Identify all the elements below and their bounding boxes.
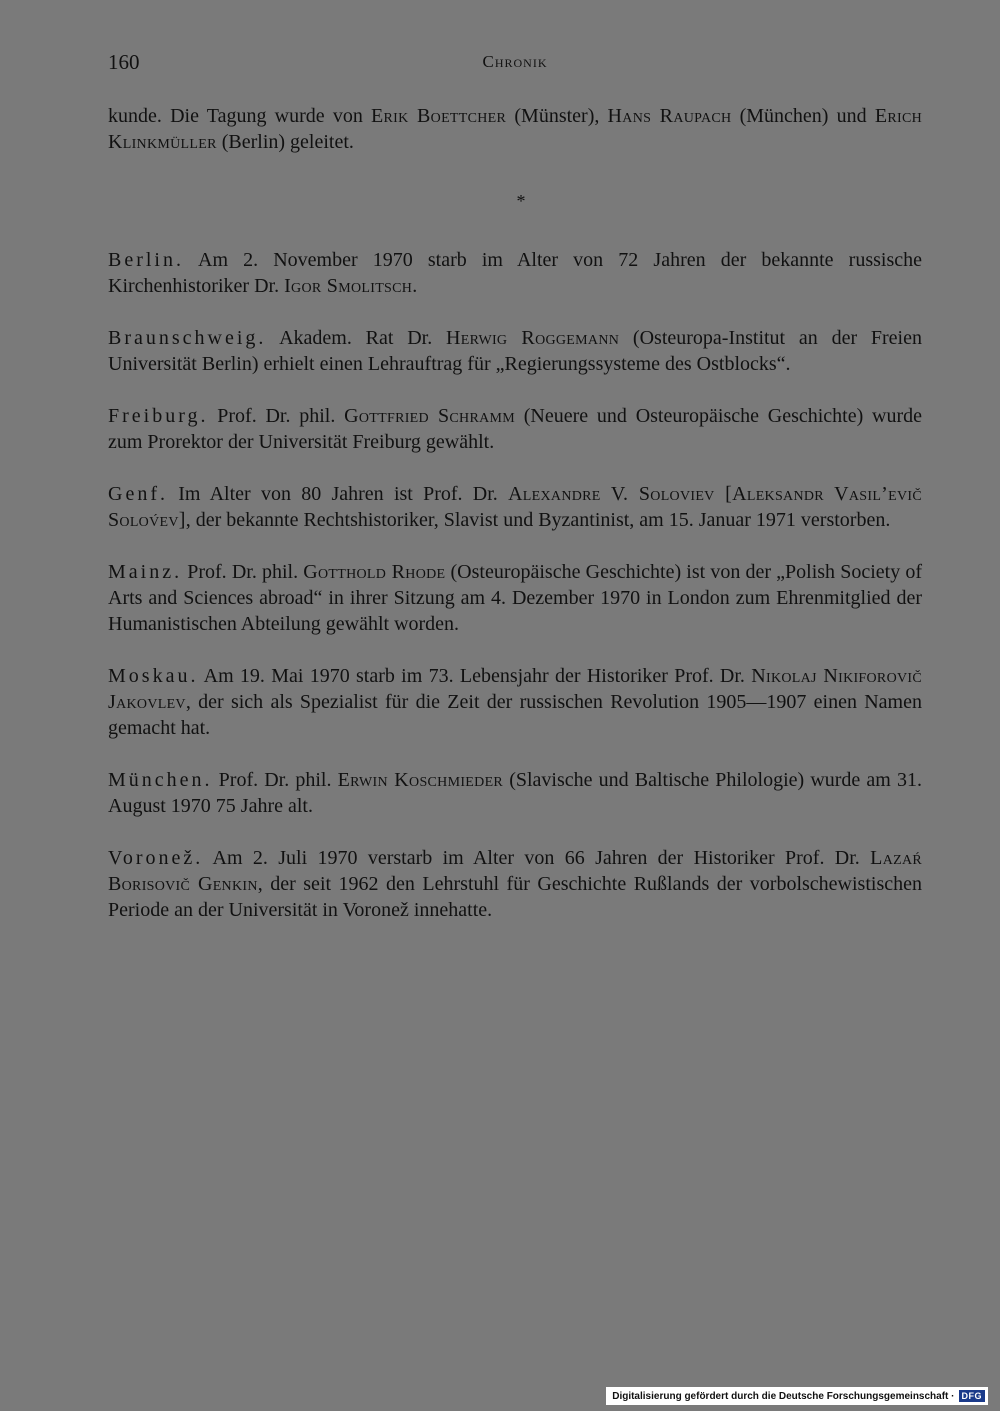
running-head: Chronik xyxy=(482,52,548,71)
entry-genf xyxy=(108,481,922,533)
text: , der bekannte Rechtshistoriker, Slavist und Byzantinist, am 15. Januar 1971 verstorben. xyxy=(185,509,891,531)
text: (München) und xyxy=(731,105,875,127)
place-name: Moskau. xyxy=(108,665,199,687)
text: Prof. Dr. phil. xyxy=(208,405,345,427)
person-name: Nikolaj Nikiforovič Jakovlev xyxy=(108,665,922,713)
digitization-credit xyxy=(606,1387,988,1405)
text: Am 2. Juli 1970 verstarb im Alter von 66 Jahren der Historiker Prof. Dr. xyxy=(203,847,871,869)
person-name: Gottfried Schramm xyxy=(344,405,516,427)
entry-voronez xyxy=(108,845,922,923)
text: Am 19. Mai 1970 starb im 73. Lebensjahr der Historiker Prof. Dr. xyxy=(198,665,752,687)
place-name: München. xyxy=(108,769,213,791)
intro-paragraph xyxy=(108,103,922,155)
place-name: Genf. xyxy=(108,483,168,505)
text: (Neuere und Osteuropäische Geschichte) wurde zum Prorektor der Universität Freiburg gewählt. xyxy=(108,405,922,453)
text: (Osteuropäische Geschichte) ist von der „Polish Society of Arts and Sciences abroad“ in ihrer Sitzung am 4. Dezember 1970 in London zum Ehrenmitglied der Humanistischen Abteilung gewählt worden. xyxy=(108,561,922,635)
text: , der sich als Spezialist für die Zeit der russischen Revolution 1905—1907 einen Namen gemacht hat. xyxy=(108,691,922,739)
text: Akadem. Rat Dr. xyxy=(266,327,446,349)
entry-braunschweig xyxy=(108,325,922,377)
entry-muenchen xyxy=(108,767,922,819)
credit-text: Digitalisierung gefördert durch die Deutsche Forschungsgemeinschaft · xyxy=(612,1390,955,1402)
text: Am 2. November 1970 starb im Alter von 72 Jahren der bekannte russische Kirchenhistoriker Dr. xyxy=(108,249,922,297)
section-separator: * xyxy=(516,191,526,211)
person-name: Alexandre V. Soloviev [Aleksandr Vasil’evič Solov́ev] xyxy=(108,483,922,531)
place-name: Mainz. xyxy=(108,561,183,583)
person-name: Erik Boettcher xyxy=(371,105,507,127)
person-name: Lazaŕ Borisovič Genkin xyxy=(108,847,922,895)
place-name: Freiburg. xyxy=(108,405,209,427)
person-name: Erwin Koschmieder xyxy=(337,769,504,791)
person-name: Hans Raupach xyxy=(607,105,732,127)
entry-mainz xyxy=(108,559,922,637)
text: . xyxy=(412,275,418,297)
entry-berlin xyxy=(108,247,922,299)
place-name: Berlin. xyxy=(108,249,184,271)
place-name: Voronež. xyxy=(108,847,204,869)
entry-moskau xyxy=(108,663,922,741)
page-number: 160 xyxy=(108,50,140,74)
text: (Osteuropa-Institut an der Freien Universität Berlin) erhielt einen Lehrauftrag für „Regierungssysteme des Ostblocks“. xyxy=(108,327,922,375)
text: , der seit 1962 den Lehrstuhl für Geschichte Rußlands der vorbolschewistischen Periode an der Universität in Voronež innehatte. xyxy=(108,873,922,921)
text: Prof. Dr. phil. xyxy=(182,561,304,583)
text: Im Alter von 80 Jahren ist Prof. Dr. xyxy=(167,483,509,505)
text: (Berlin) geleitet. xyxy=(216,131,354,153)
page-header xyxy=(108,48,922,78)
text: kunde. Die Tagung wurde von xyxy=(108,105,372,127)
entry-freiburg xyxy=(108,403,922,455)
page-body xyxy=(108,103,922,923)
text: (Münster), xyxy=(506,105,608,127)
person-name: Gotthold Rhode xyxy=(303,561,446,583)
text: Prof. Dr. phil. xyxy=(212,769,338,791)
text: (Slavische und Baltische Philologie) wurde am 31. August 1970 75 Jahre alt. xyxy=(108,769,922,817)
person-name: Erich Klinkmüller xyxy=(108,105,922,153)
place-name: Braunschweig. xyxy=(108,327,267,349)
dfg-logo: DFG xyxy=(959,1390,986,1402)
person-name: Igor Smolitsch xyxy=(284,275,413,297)
person-name: Herwig Roggemann xyxy=(446,327,620,349)
